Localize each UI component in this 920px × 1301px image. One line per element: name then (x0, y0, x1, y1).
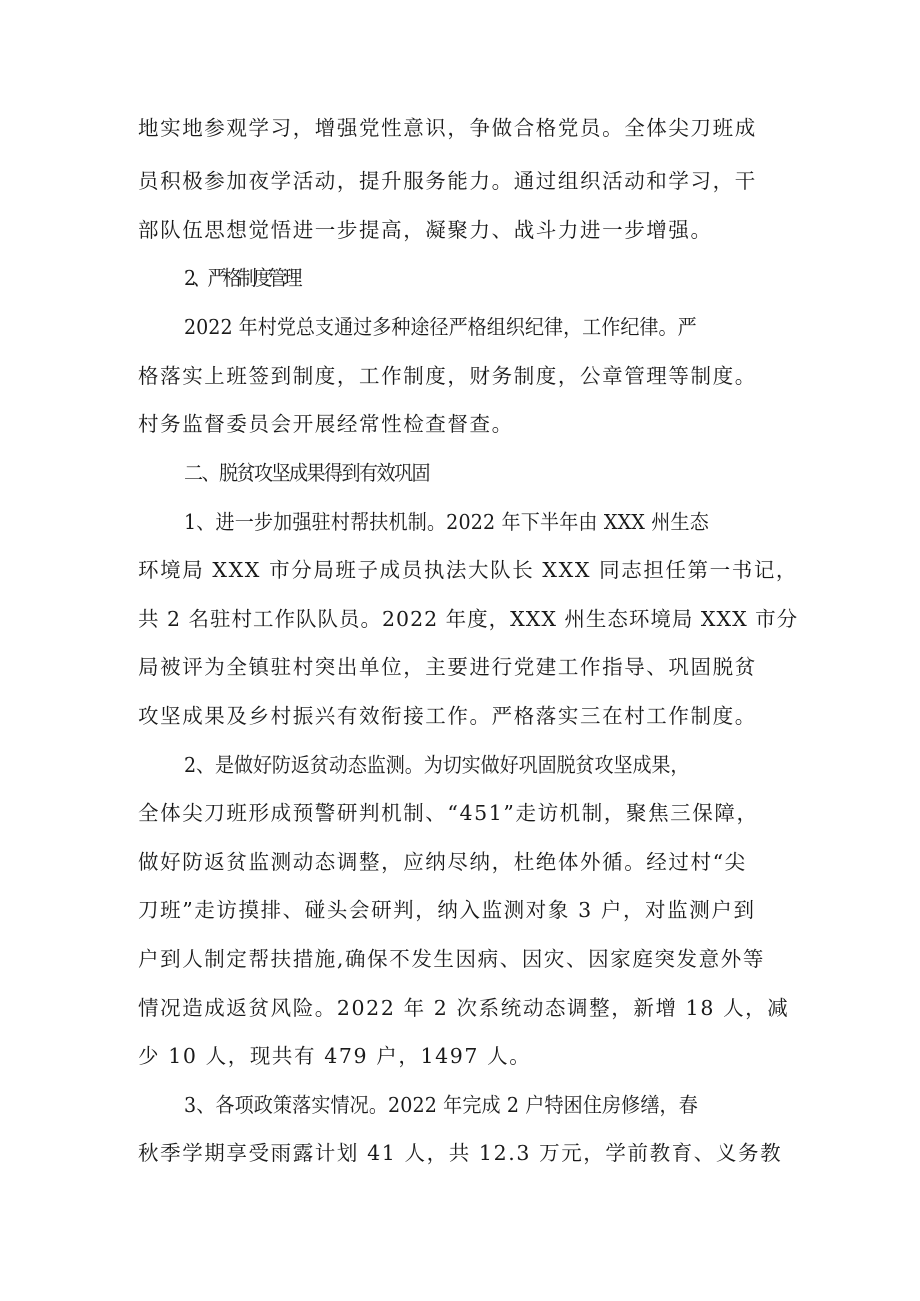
paragraph-line: 2、是做好防返贫动态监测。为切实做好巩固脱贫攻坚成果， (184, 753, 690, 777)
paragraph-line: 局被评为全镇驻村突出单位，主要进行党建工作指导、巩固脱贫 (138, 655, 757, 679)
section-heading: 二、脱贫攻坚成果得到有效巩固 (184, 461, 430, 485)
paragraph-line: 地实地参观学习，增强党性意识，争做合格党员。全体尖刀班成 (138, 116, 757, 140)
paragraph-line: 村务监督委员会开展经常性检查督查。 (138, 412, 514, 436)
paragraph-line: 1、进一步加强驻村帮扶机制。2022 年下半年由 XXX 州生态 (184, 510, 709, 534)
paragraph-line: 格落实上班签到制度，工作制度，财务制度，公章管理等制度。 (138, 364, 757, 388)
paragraph-line: 攻坚成果及乡村振兴有效衔接工作。严格落实三在村工作制度。 (138, 704, 757, 728)
paragraph-line: 3、各项政策落实情况。2022 年完成 2 户特困住房修缮，春 (184, 1093, 698, 1117)
paragraph-line: 做好防返贫监测动态调整，应纳尽纳，杜绝体外循。经过村“尖 (138, 850, 747, 874)
paragraph-line: 共 2 名驻村工作队队员。2022 年度，XXX 州生态环境局 XXX 市分 (138, 607, 799, 631)
paragraph-line: 刀班”走访摸排、碰头会研判，纳入监测对象 3 户，对监测户到 (138, 898, 756, 922)
paragraph-line: 户到人制定帮扶措施,确保不发生因病、因灾、因家庭突发意外等 (138, 947, 765, 971)
section-heading: 2、严格制度管理 (184, 266, 299, 290)
paragraph-line: 2022 年村党总支通过多种途径严格组织纪律，工作纪律。严 (184, 315, 697, 339)
paragraph-line: 员积极参加夜学活动，提升服务能力。通过组织活动和学习，干 (138, 169, 757, 193)
paragraph-line: 环境局 XXX 市分局班子成员执法大队长 XXX 同志担任第一书记， (138, 558, 799, 582)
paragraph-line: 秋季学期享受雨露计划 41 人，共 12.3 万元，学前教育、义务教 (138, 1141, 783, 1165)
paragraph-line: 少 10 人，现共有 479 户，1497 人。 (138, 1044, 532, 1068)
paragraph-line: 情况造成返贫风险。2022 年 2 次系统动态调整，新增 18 人，减 (138, 996, 790, 1020)
paragraph-line: 全体尖刀班形成预警研判机制、“451”走访机制，聚焦三保障， (138, 801, 759, 825)
paragraph-line: 部队伍思想觉悟进一步提高，凝聚力、战斗力进一步增强。 (138, 218, 713, 242)
